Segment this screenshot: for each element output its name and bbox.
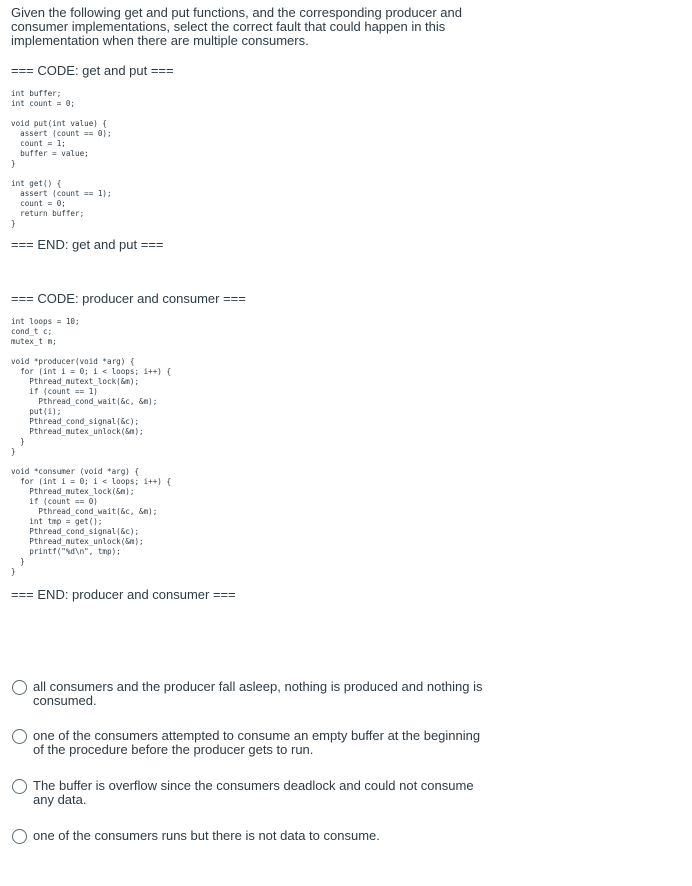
code-block-declarations: int loops = 10; cond_t c; mutex_t m; <box>11 317 80 346</box>
code-block-put: void put(int value) { assert (count == 0); count = 1; buffer = value; } <box>11 119 112 168</box>
question-text: Given the following get and put functions, and the corresponding producer and consumer implementations, select the correct fault that could happen in this implementation when there are multiple consumers. <box>11 5 462 48</box>
answer-label: all consumers and the producer fall asleep, nothing is produced and nothing is consumed. <box>33 679 483 708</box>
answer-label: one of the consumers runs but there is not data to consume. <box>33 828 380 843</box>
radio-button[interactable] <box>12 779 27 794</box>
radio-button[interactable] <box>12 829 27 844</box>
radio-button[interactable] <box>12 680 27 695</box>
code-end-marker-get-put: === END: get and put === <box>11 237 164 252</box>
answer-label: one of the consumers attempted to consume an empty buffer at the beginning of the procedure before the producer gets to run. <box>33 728 481 757</box>
radio-button[interactable] <box>12 729 27 744</box>
code-block-consumer: void *consumer (void *arg) { for (int i = 0; i < loops; i++) { Pthread_mutex_lock(&m); if (count == 0) Pthread_cond_wait(&c, &m); int tmp = get(); Pthread_cond_signal(&c); Pthread_mutex_unlock(&m); printf("%d\n", tmp); } } <box>11 467 172 576</box>
code-block-globals: int buffer; int count = 0; <box>11 89 76 108</box>
code-start-marker-producer-consumer: === CODE: producer and consumer === <box>11 291 246 306</box>
code-block-producer: void *producer(void *arg) { for (int i = 0; i < loops; i++) { Pthread_mutext_lock(&m); if (count == 1) Pthread_cond_wait(&c, &m); put(i); Pthread_cond_signal(&c); Pthread_mutex_unlock(&m); } } <box>11 357 172 456</box>
answer-label: The buffer is overflow since the consumers deadlock and could not consume any data. <box>33 778 474 807</box>
code-start-marker-get-put: === CODE: get and put === <box>11 63 174 78</box>
code-block-get: int get() { assert (count == 1); count = 0; return buffer; } <box>11 179 112 228</box>
code-end-marker-producer-consumer: === END: producer and consumer === <box>11 587 236 602</box>
